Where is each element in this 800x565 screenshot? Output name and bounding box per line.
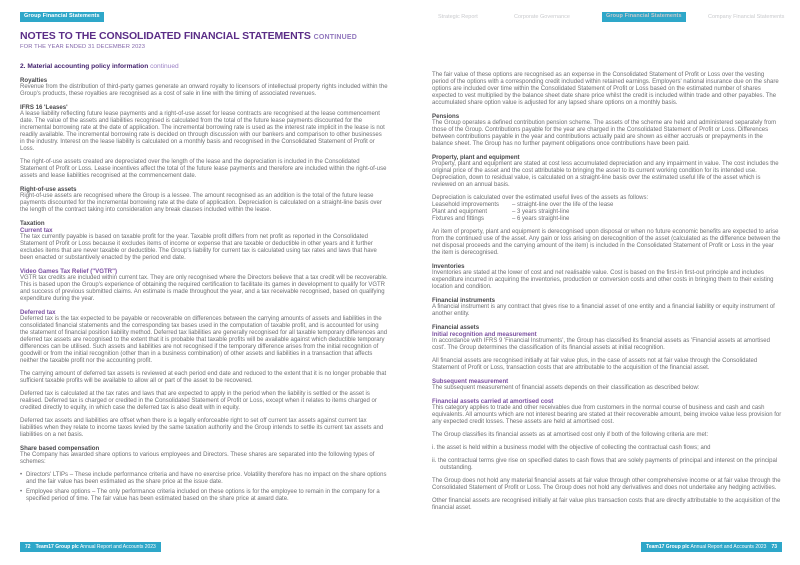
subsection-heading: Financial assets: [432, 324, 480, 331]
paragraph: VGTR tax credits are included within current tax. They are only recognised where the Directors believe that a tax credit will be recoverable. This is based upon the Group's experience of obtaining the required certification to facilitate its games in development to qualify for VGTR and success of previous submitted claims. An estimate is made throughout the year, and a tax receivable recognised, based on qualifying expenditure during the year.: [20, 275, 388, 302]
policy-subheading: Initial recognition and measurement: [432, 331, 537, 338]
policy-subheading: Current tax: [20, 227, 53, 234]
roman-marker: i.: [432, 445, 437, 451]
policy-subheading: Financial assets carried at amortised cost: [432, 398, 554, 405]
roman-marker: ii.: [432, 458, 438, 464]
subsection-heading: Royalties: [20, 77, 48, 84]
footer-left: [20, 542, 161, 552]
footer-right: [641, 542, 782, 552]
policy-subheading: Subsequent measurement: [432, 378, 509, 385]
nav-group-financial-statements[interactable]: Group Financial Statements: [602, 12, 686, 22]
nav-corporate-governance[interactable]: Corporate Governance: [514, 14, 570, 20]
paragraph: The right-of-use assets created are depreciated over the length of the lease and the depreciation is included in the Consolidated Statement of Profit or Loss. Lease incentives affect the total of the future lease payments and therefore are included within the right-of-use assets and lease liabilities recognised at the commencement date.: [20, 159, 387, 179]
subsection-heading: Inventories: [432, 263, 465, 270]
paragraph: Deferred tax is the tax expected to be payable or recoverable on differences between the carrying amounts of assets and liabilities in the consolidated financial statements and the corresponding tax bases used in the computation of taxable profit, and is accounted for using the statement of financial position liability method. Deferred tax liabilities are generally recognised for all taxable temporary differences and deferred tax assets are recognised to the extent that it is probable that taxable profits will be available against which deductible temporary differences can be utilised. Such assets and liabilities are not recognised if the temporary difference arises from the initial recognition of goodwill or from the initial recognition (other than in a business combination) of other assets and liabilities in a transaction that affects neither the taxable profit nor the accounting profit.: [20, 316, 388, 364]
roman-item: i. the asset is held within a business model with the objective of collecting the contractual cash flows; and: [432, 445, 711, 451]
bullet-item: • Employee share options – The only performance criteria included on these options is for the employee to remain in the company for a specified period of time. The fair value has been estimated based on the share price at award date.: [20, 489, 388, 503]
paragraph: A lease liability reflecting future lease payments and a right-of-use asset for lease contracts are recognised at the lease commencement date. The value of the assets and liabilities recognised is calculated from the total of the future lease payments discounted for the incremental borrowing rate at the date of application. The incremental borrowing rate is used as the interest rate implicit in the lease is not readily available. The incremental borrowing rate is decided on through discussion with our bankers and comparison to other businesses in the industry. Interest on the lease liability is calculated on a monthly basis and recognised in the Consolidated Statement of Profit or Loss.: [20, 111, 385, 152]
paragraph: The Group does not hold any material financial assets at fair value through other comprehensive income or at fair value through the Consolidated Statement of Profit or Loss. The Group does not hold any derivatives and does not undertake any hedging activities.: [432, 478, 781, 491]
useful-life: – 6 years straight-line: [512, 216, 570, 222]
nav-strategic-report[interactable]: Strategic Report: [438, 14, 478, 20]
paragraph: An item of property, plant and equipment is derecognised upon disposal or when no future economic benefits are expected to arise from the continued use of the asset. Any gain or loss arising on derecognition of the asset (calculated as the difference between the net disposal proceeds and the carrying amount of the item) is included in the Consolidated Statement of Profit or Loss in the year the item is derecognised.: [432, 229, 781, 256]
paragraph: Right-of-use assets are recognised where the Group is a lessee. The amount recognised as an addition is the total of the future lease payments discounted for the incremental borrowing rate at the date of application. Depreciation is calculated on a straight-line basis over the length of the contract taking into consideration any break clauses included within the lease.: [20, 193, 382, 213]
section-heading: 2. Material accounting policy information continued: [20, 63, 179, 70]
paragraph: The subsequent measurement of financial assets depends on their classification as described below:: [432, 385, 700, 391]
paragraph: The carrying amount of deferred tax assets is reviewed at each period end date and reduced to the extent that it is no longer probable that sufficient taxable profits will be available to allow all or part of the asset to be recovered.: [20, 371, 387, 384]
asset-class: Fixtures and fittings: [432, 216, 485, 222]
policy-subheading: Video Games Tax Relief ("VGTR"): [20, 268, 117, 275]
paragraph: Property, plant and equipment are stated at cost less accumulated depreciation and any impairment in value. The cost includes the original price of the asset and the cost attributable to bringing the asset to its current working condition for its intended use. Depreciation, down to residual value, is calculated on a straight-line basis over the estimated useful life of the asset which is reviewed on an annual basis.: [432, 161, 779, 188]
footer-company-right: Team17 Group plc: [646, 543, 690, 550]
subsection-heading: Right-of-use assets: [20, 186, 77, 193]
subsection-heading: IFRS 16 'Leases': [20, 104, 68, 111]
footer-text-right: Annual Report and Accounts 2023: [690, 543, 767, 550]
paragraph: The Company has awarded share options to various employees and Directors. These shares are separated into the following types of schemes:: [20, 452, 375, 465]
paragraph: Other financial assets are recognised initially at fair value plus transaction costs that are directly attributable to the acquisition of the financial asset.: [432, 498, 781, 511]
page-title-continued: CONTINUED: [313, 34, 358, 41]
depreciation-list: [432, 195, 782, 223]
footer-company-left: Team17 Group plc: [35, 543, 79, 550]
paragraph: Deferred tax assets and liabilities are offset when there is a legally enforceable right to set off current tax assets against current tax liabilities when they relate to income taxes levied by the same taxation authority and the Group intends to settle its current tax assets and liabilities on a net basis.: [20, 418, 384, 438]
useful-life: – straight-line over the life of the lease: [512, 202, 614, 208]
paragraph: Deferred tax is calculated at the tax rates and laws that are expected to apply in the period when the liability is settled or the asset is realised. Deferred tax is charged or credited in the Consolidated Statement of Profit or Loss, except when it relates to items charged or credited directly to equity, in which case the deferred tax is also dealt with in equity.: [20, 391, 377, 411]
useful-life: – 3 years straight-line: [512, 209, 570, 215]
paragraph: The tax currently payable is based on taxable profit for the year. Taxable profit differs from net profit as reported in the Consolidated Statement of Profit or Loss because it excludes items of income or expense that are taxable or deductible in other years and it further excludes items that are never taxable or deductible. The Group's liability for current tax is calculated using tax rates and laws that have been enacted or substantively enacted by the period end date.: [20, 234, 377, 261]
page-number-left: 72: [25, 543, 31, 550]
paragraph: The Group classifies its financial assets as at amortised cost only if both of the following criteria are met:: [432, 432, 709, 438]
depreciation-row: [432, 216, 782, 223]
paragraph: Revenue from the distribution of third-party games generate an onward royalty to licensors of intellectual property rights included within the Group's products, these royalties are recognised as a cost of sale in line with the timing of associated revenues.: [20, 84, 388, 97]
asset-class: Leasehold improvements: [432, 202, 500, 208]
footer-text-left: Annual Report and Accounts 2023: [79, 543, 156, 550]
subsection-heading: Taxation: [20, 220, 45, 227]
paragraph: A financial instrument is any contract that gives rise to a financial asset of one entity and a financial liability or equity instrument of another entity.: [432, 304, 775, 317]
policy-subheading: Deferred tax: [20, 309, 56, 316]
paragraph: Inventories are stated at the lower of cost and net realisable value. Cost is based on the first-in first-out principle and includes expenditure incurred in acquiring the inventories, production or conversion costs and other costs in bringing them to their existing location and condition.: [432, 270, 774, 290]
subsection-heading: Financial instruments: [432, 297, 495, 304]
depreciation-row: [432, 202, 782, 209]
nav-company-financial-statements[interactable]: Company Financial Statements: [708, 14, 785, 20]
page-title-text: NOTES TO THE CONSOLIDATED FINANCIAL STATEMENTS: [20, 30, 311, 42]
subsection-heading: Pensions: [432, 113, 460, 120]
paragraph: This category applies to trade and other receivables due from customers in the normal course of business and cash and cash equivalents. All amounts which are not interest bearing are stated at their recoverable amount, being invoice value less provision for any expected credit losses. These assets are held at amortised cost.: [432, 405, 782, 425]
left-column: [20, 63, 388, 506]
roman-item: ii. the contractual terms give rise on specified dates to cash flows that are solely payments of principal and interest on the principal outstanding.: [432, 458, 778, 471]
paragraph: All financial assets are recognised initially at fair value plus, in the case of assets not at fair value through the Consolidated Statement of Profit or Loss, transaction costs that are attributable to the acquisition of the financial asset.: [432, 358, 758, 371]
bullet-item: • Directors' LTIPs – These include performance criteria and have no exercise price. Volatility therefore has no impact on the share options and the fair value has been estimated as the share price at the issue date.: [20, 472, 388, 486]
depreciation-row: [432, 209, 782, 216]
paragraph: The fair value of these options are recognised as an expense in the Consolidated Statement of Profit or Loss over the vesting period of the options with a corresponding credit included within retained earnings. Employers' national insurance due on the share options are included over time within the Consolidated Statement of Profit or Loss based on the estimated number of shares expected to vest multiplied by the balance sheet date share price whilst the credit is included within trade and other payables. The accumulated share option value is adjusted for any lapsed share options on a monthly basis.: [432, 72, 779, 106]
paragraph: Depreciation is calculated over the estimated useful lives of the assets as follows:: [432, 195, 649, 201]
subsection-heading: Share based compensation: [20, 445, 100, 452]
page-title: [20, 30, 357, 42]
asset-class: Plant and equipment: [432, 209, 488, 215]
page-subtitle: FOR THE YEAR ENDED 31 DECEMBER 2023: [20, 44, 146, 50]
page-number-right: 73: [771, 543, 777, 550]
subsection-heading: Property, plant and equipment: [432, 154, 520, 161]
section-badge: Group Financial Statements: [20, 12, 104, 22]
paragraph: In accordance with IFRS 9 'Financial Instruments', the Group has classified its financial assets as 'Financial assets at amortised cost'. The Group determines the classification of its financial assets at initial recognition.: [432, 338, 770, 351]
right-column: [432, 63, 782, 518]
paragraph: The Group operates a defined contribution pension scheme. The assets of the scheme are held and administered separately from those of the Group. Contributions payable for the year are charged in the Consolidated Statement of Profit or Loss. Differences between contributions payable in the year and contributions actually paid are shown as either accruals or prepayments in the balance sheet. The Group has no further payment obligations once contributions have been paid.: [432, 120, 777, 147]
